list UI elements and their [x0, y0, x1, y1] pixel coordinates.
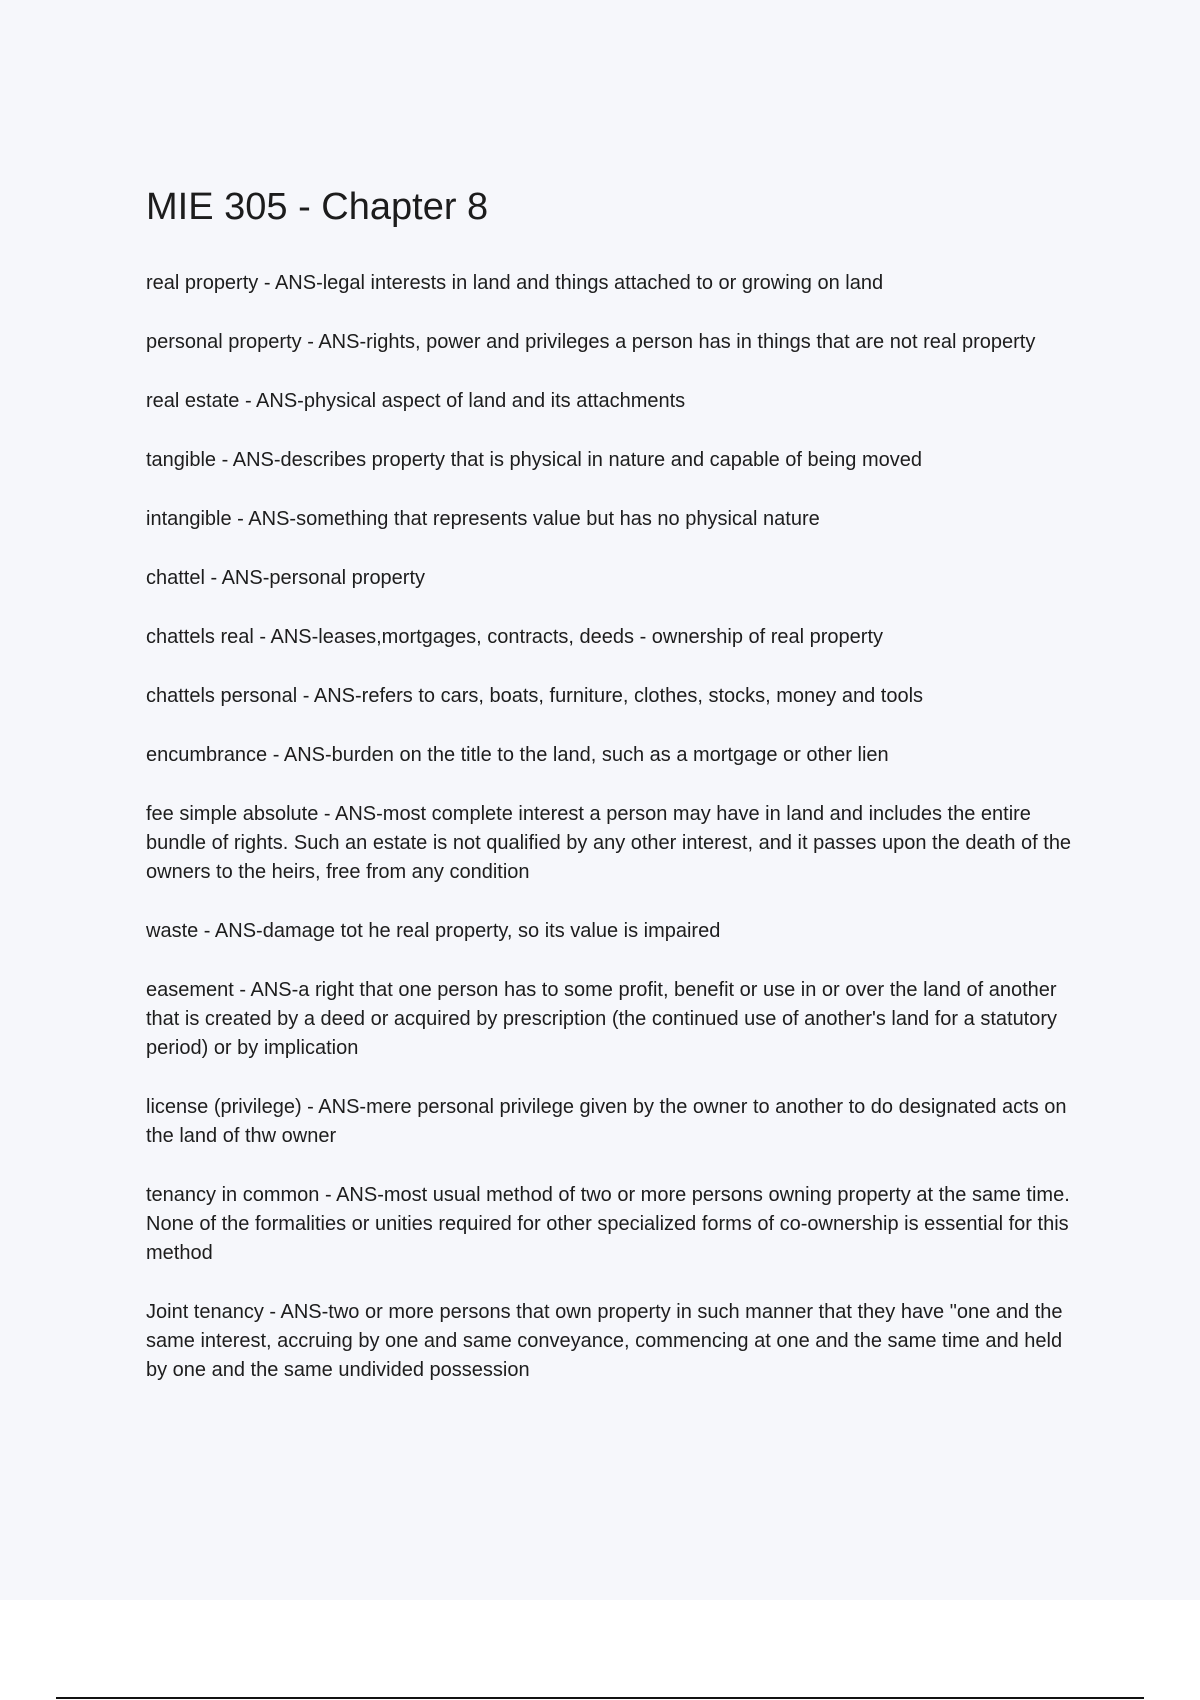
definition-entry: fee simple absolute - ANS-most complete interest a person may have in land and includes the entire bundle of rights. Such an estate is not qualified by any other interest, and it passes upon the death of the owners to the heirs, free from any condition [146, 803, 1072, 883]
definition-entry: tenancy in common - ANS-most usual method of two or more persons owning property at the same time. None of the formalities or unities required for other specialized forms of co-ownership is essential for this method [146, 1184, 1070, 1264]
definition-entry: Joint tenancy - ANS-two or more persons that own property in such manner that they have "one and the same interest, accruing by one and same conveyance, commencing at one and the same time and held by one and the same undivided possession [146, 1301, 1063, 1381]
definition-entry: waste - ANS-damage tot he real property, so its value is impaired [146, 920, 721, 942]
definition-entry: chattel - ANS-personal property [146, 567, 426, 589]
definition-list [146, 269, 1086, 1385]
definition-entry: real estate - ANS-physical aspect of land and its attachments [146, 390, 686, 412]
definition-entry: intangible - ANS-something that represents value but has no physical nature [146, 508, 820, 530]
definition-entry: tangible - ANS-describes property that is physical in nature and capable of being moved [146, 449, 923, 471]
document-content [146, 185, 1086, 1415]
definition-entry: real property - ANS-legal interests in land and things attached to or growing on land [146, 272, 884, 294]
definition-entry: chattels personal - ANS-refers to cars, boats, furniture, clothes, stocks, money and tools [146, 685, 924, 707]
definition-entry: encumbrance - ANS-burden on the title to the land, such as a mortgage or other lien [146, 744, 889, 766]
definition-entry: chattels real - ANS-leases,mortgages, contracts, deeds - ownership of real property [146, 626, 884, 648]
definition-entry: license (privilege) - ANS-mere personal privilege given by the owner to another to do designated acts on the land of thw owner [146, 1096, 1067, 1147]
definition-entry: personal property - ANS-rights, power and privileges a person has in things that are not real property [146, 331, 1036, 353]
definition-entry: easement - ANS-a right that one person has to some profit, benefit or use in or over the land of another that is created by a deed or acquired by prescription (the continued use of another's land for a statutory period) or by implication [146, 979, 1058, 1059]
footer-divider [56, 1697, 1144, 1699]
document-title: MIE 305 - Chapter 8 [146, 186, 489, 228]
